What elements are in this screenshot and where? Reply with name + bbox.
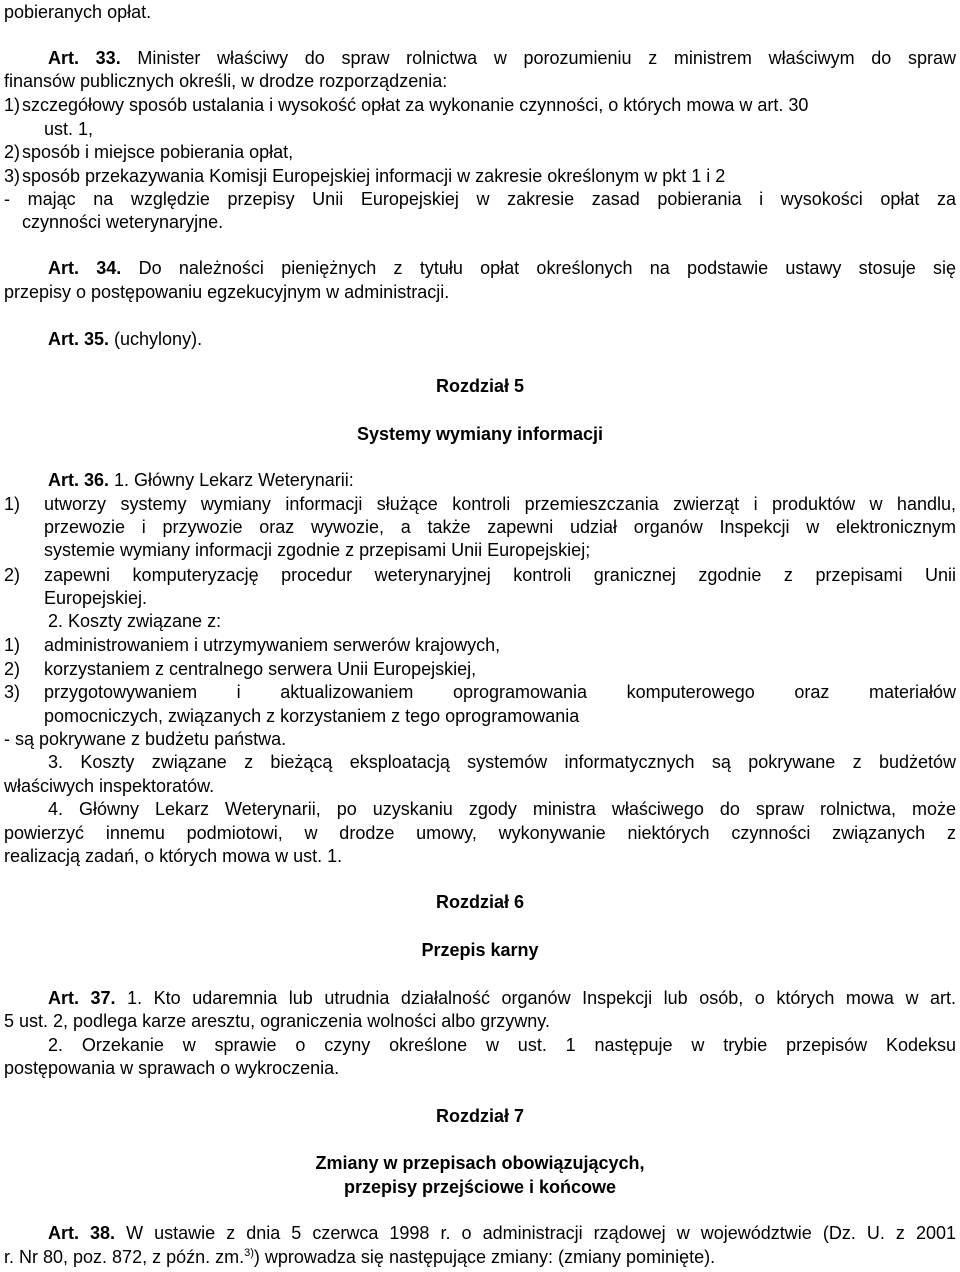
text-line: powierzyć innemu podmiotowi, w drodze umowy, wykonywanie niektórych czynności związanych z (4, 823, 956, 843)
text-line: 2. Koszty związane z: (48, 611, 222, 631)
article-label: Art. 34. (48, 258, 122, 278)
text-line: 3. Koszty związane z bieżącą eksploatacją systemów informatycznych są pokrywane z budżetów (48, 752, 956, 772)
chapter-title: przepisy przejściowe i końcowe (343, 1177, 617, 1197)
footnote-marker: 3) (244, 1247, 254, 1259)
text-line: - mając na względzie przepisy Unii Europejskiej w zakresie zasad pobierania i wysokości opłat za (4, 189, 956, 209)
article-label: Art. 36. (48, 470, 110, 490)
text-line: - są pokrywane z budżetu państwa. (4, 729, 287, 749)
text-line: finansów publicznych określi, w drodze rozporządzenia: (4, 71, 448, 91)
text-line: pomocniczych, związanych z korzystaniem z tego oprogramowania (44, 706, 580, 726)
article-label: Art. 38. (48, 1223, 116, 1243)
text-line: pobieranych opłat. (4, 2, 152, 22)
text-line: 5 ust. 2, podlega karze aresztu, ograniczenia wolności albo grzywny. (4, 1011, 550, 1031)
text-line: systemie wymiany informacji zgodnie z przepisami Unii Europejskiej; (44, 540, 591, 560)
text-line: r. Nr 80, poz. 872, z późn. zm.$^{3)}$) wprowadza się następujące zmiany: (zmiany pominięte). (4, 1247, 716, 1267)
chapter-title: Przepis karny (421, 940, 539, 960)
chapter-heading: Rozdział 6 (435, 892, 524, 912)
article-35-line: Art. 35. (uchylony). (48, 329, 203, 349)
list-item: 1) administrowaniem i utrzymywaniem serwerów krajowych, (4, 635, 501, 655)
text-line: przepisy o postępowaniu egzekucyjnym w administracji. (4, 282, 450, 302)
list-item: 3) przygotowywaniem i aktualizowaniem oprogramowania komputerowego oraz materiałów (4, 682, 956, 702)
article-38-line: Art. 38. W ustawie z dnia 5 czerwca 1998 r. o administracji rządowej w województwie (Dz. U. z 2001 (48, 1223, 956, 1243)
list-item: 1) szczegółowy sposób ustalania i wysokość opłat za wykonanie czynności, o których mowa w art. 30 (4, 95, 809, 115)
list-item: 3) sposób przekazywania Komisji Europejskiej informacji w zakresie określonym w pkt 1 i 2 (4, 166, 726, 186)
text-line: przewozie i przywozie oraz wywozie, a także zapewni udział organów Inspekcji w elektronicznym (44, 517, 956, 537)
text-line: postępowania w sprawach o wykroczenia. (4, 1058, 340, 1078)
list-item: 2) korzystaniem z centralnego serwera Unii Europejskiej, (4, 659, 477, 679)
article-33-line: Art. 33. Minister właściwy do spraw rolnictwa w porozumieniu z ministrem właściwym do spraw (48, 48, 956, 68)
list-item: 2) zapewni komputeryzację procedur weterynaryjnej kontroli granicznej zgodnie z przepisami Unii (4, 565, 956, 585)
article-36-line: Art. 36. 1. Główny Lekarz Weterynarii: (48, 470, 354, 490)
article-37-line: Art. 37. 1. Kto udaremnia lub utrudnia działalność organów Inspekcji lub osób, o których mowa w art. (48, 988, 956, 1008)
text-line: Europejskiej. (44, 588, 148, 608)
text-line: 2. Orzekanie w sprawie o czyny określone w ust. 1 następuje w trybie przepisów Kodeksu (48, 1035, 956, 1055)
chapter-heading: Rozdział 5 (435, 376, 524, 396)
list-item: 2) sposób i miejsce pobierania opłat, (4, 142, 294, 162)
chapter-heading: Rozdział 7 (435, 1106, 524, 1126)
list-item: 1) utworzy systemy wymiany informacji służące kontroli przemieszczania zwierząt i produktów w handlu, (4, 494, 956, 514)
text-line: właściwych inspektoratów. (4, 776, 215, 796)
text-line: ust. 1, (44, 119, 94, 139)
text-line: realizacją zadań, o których mowa w ust. 1. (4, 846, 343, 866)
article-34-line: Art. 34. Do należności pieniężnych z tytułu opłat określonych na podstawie ustawy stosuje się (48, 258, 957, 278)
chapter-title: Systemy wymiany informacji (356, 424, 604, 444)
article-label: Art. 33. (48, 48, 121, 68)
article-label: Art. 35. (48, 329, 110, 349)
chapter-title: Zmiany w przepisach obowiązujących, (315, 1153, 645, 1173)
text-line: czynności weterynaryjne. (22, 212, 224, 232)
article-label: Art. 37. (48, 988, 116, 1008)
text-line: 4. Główny Lekarz Weterynarii, po uzyskaniu zgody ministra właściwego do spraw rolnictwa, może (48, 799, 956, 819)
